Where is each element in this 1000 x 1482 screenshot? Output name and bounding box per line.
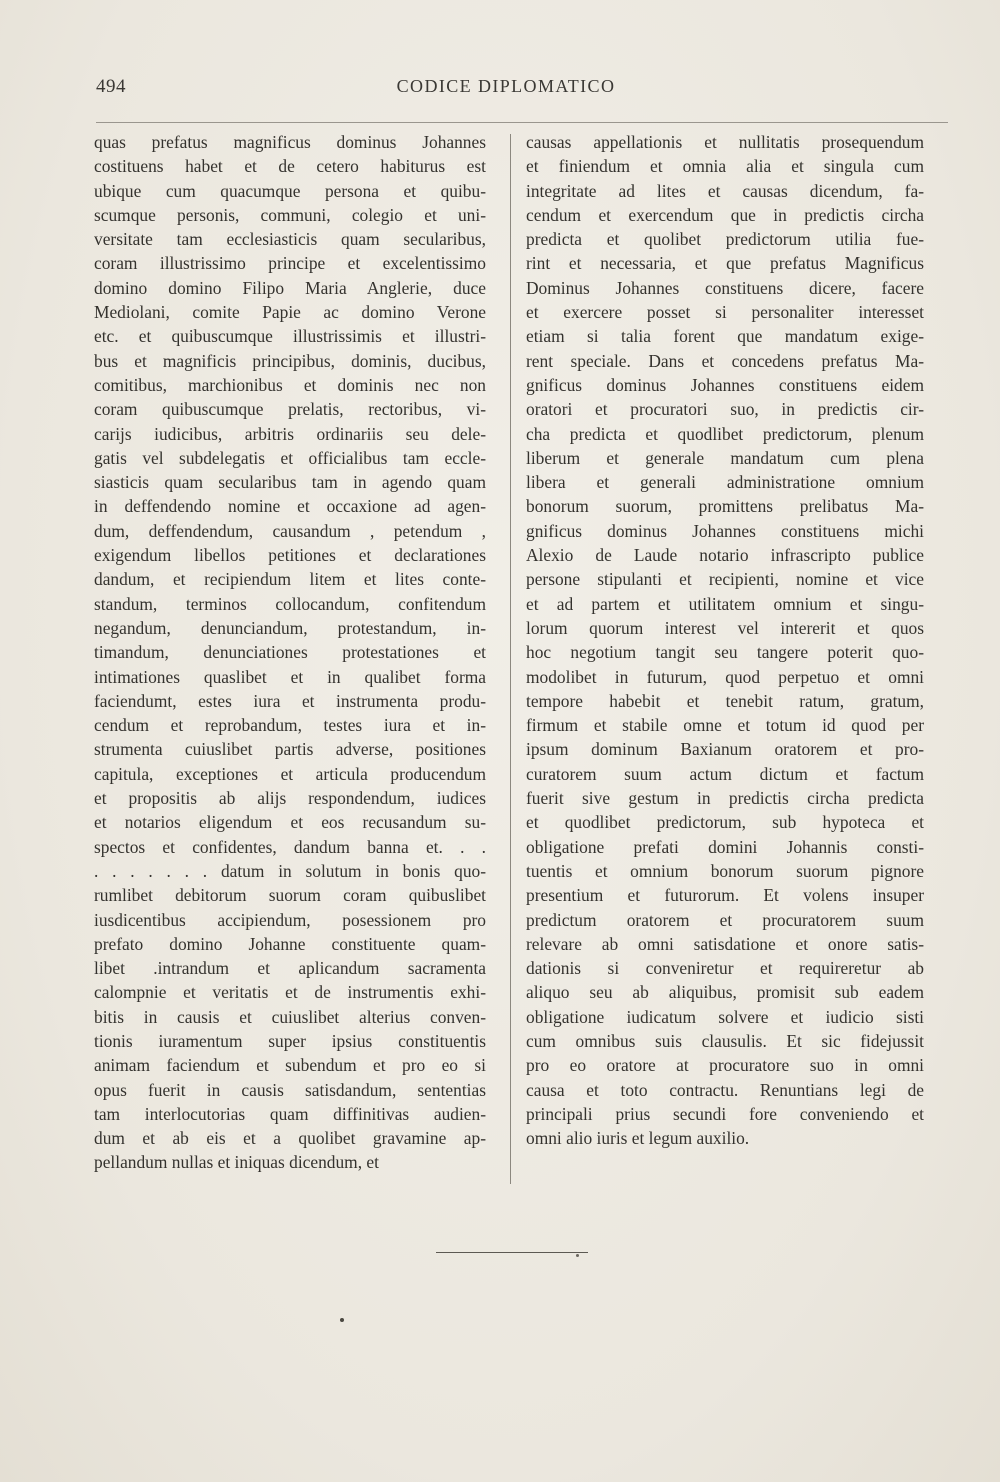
text-line: firmum et stabile omne et totum id quod per [526, 715, 924, 736]
text-line: etc. et quibuscumque illustrissimis et illustri- [94, 326, 486, 347]
text-line: et quodlibet predictorum, sub hypoteca et [526, 812, 924, 833]
text-line: principali prius secundi fore conveniendo et [526, 1103, 924, 1124]
text-line: comitibus, marchionibus et dominis nec non [94, 374, 486, 395]
text-line: Alexio de Laude notario infrascripto publice [526, 545, 924, 566]
text-line: calompnie et veritatis et de instrumentis exhi- [94, 982, 486, 1003]
text-line: etiam si talia forent que mandatum exige- [526, 326, 924, 347]
text-line: omni alio iuris et legum auxilio. [526, 1128, 750, 1149]
text-line: dum, deffendendum, causandum , petendum , [94, 520, 486, 541]
text-line: versitate tam ecclesiasticis quam secularibus, [94, 229, 486, 250]
text-line: gnificus dominus Johannes constituens eidem [526, 374, 924, 395]
ornament-dot [576, 1254, 579, 1257]
text-line: fuerit sive gestum in predictis circha predicta [526, 788, 924, 809]
text-line: et propositis ab alijs respondendum, iudices [94, 788, 486, 809]
text-line: rint et necessaria, et que prefatus Magnificus [526, 253, 924, 274]
text-line: et finiendum et omnia alia et singula cum [526, 156, 924, 177]
text-line: predictum oratorem et procuratorem suum [526, 909, 924, 930]
text-line: exigendum libellos petitiones et declarationes [94, 545, 486, 566]
text-line: relevare ab omni satisdatione et onore satis- [526, 933, 924, 954]
text-line: scumque personis, communi, colegio et uni- [94, 204, 486, 225]
text-line: oratori et procuratori suo, in predictis cir- [526, 399, 924, 420]
text-line: tempore habebit et tenebit ratum, gratum, [526, 690, 924, 711]
text-line: predicta et quolibet predictorum utilia fue- [526, 229, 924, 250]
text-line: gnificus dominus Johannes constituens michi [526, 520, 924, 541]
text-line: cendum et reprobandum, testes iura et in- [94, 715, 486, 736]
left-text-column [94, 130, 486, 1175]
text-line: standum, terminos collocandum, confitendum [94, 593, 486, 614]
header-rule [96, 122, 948, 123]
text-line: costituens habet et de cetero habiturus est [94, 156, 486, 177]
text-line: tuentis et omnium bonorum suorum pignore [526, 860, 924, 881]
text-line: negandum, denunciandum, protestandum, in- [94, 617, 486, 638]
text-line: siasticis quam secularibus tam in agendo quam [94, 472, 486, 493]
text-line: coram illustrissimo principe et excelentissimo [94, 253, 486, 274]
text-line: presentium et futurorum. Et volens insuper [526, 885, 924, 906]
text-line: Dominus Johannes constituens dicere, facere [526, 277, 924, 298]
text-line: ipsum dominum Baxianum oratorem et pro- [526, 739, 924, 760]
text-line: et notarios eligendum et eos recusandum su- [94, 812, 486, 833]
text-line: coram quibuscumque prelatis, rectoribus, vi- [94, 399, 486, 420]
text-line: in deffendendo nomine et occaxione ad agen- [94, 496, 486, 517]
text-line: causa et toto contractu. Renuntians legi de [526, 1079, 924, 1100]
page-header [96, 76, 916, 106]
text-line: faciendumt, estes iura et instrumenta produ- [94, 690, 486, 711]
text-line: rumlibet debitorum suorum coram quibuslibet [94, 885, 486, 906]
text-line: spectos et confidentes, dandum banna et. . . [94, 836, 486, 857]
text-line: curatorem suum actum dictum et factum [526, 763, 924, 784]
text-line: modolibet in futurum, quod perpetuo et omni [526, 666, 924, 687]
running-title: CODICE DIPLOMATICO [396, 76, 616, 96]
column-divider [510, 134, 511, 1184]
text-line: obligatione iudicatum solvere et iudicio sisti [526, 1006, 924, 1027]
text-line: timandum, denunciationes protestationes et [94, 642, 486, 663]
text-line: cendum et exercendum que in predictis circha [526, 204, 924, 225]
text-line: integritate ad lites et causas dicendum, fa- [526, 180, 924, 201]
text-line: dandum, et recipiendum litem et lites conte- [94, 569, 486, 590]
closing-rule [436, 1252, 588, 1253]
text-line: carijs iudicibus, arbitris ordinariis seu dele- [94, 423, 486, 444]
text-line: pellandum nullas et iniquas dicendum, et [94, 1152, 379, 1173]
text-line: animam faciendum et subendum et pro eo si [94, 1055, 486, 1076]
text-line: quas prefatus magnificus dominus Johannes [94, 132, 486, 152]
text-line: cha predicta et quodlibet predictorum, plenum [526, 423, 924, 444]
text-line: strumenta cuiuslibet partis adverse, positiones [94, 739, 486, 760]
text-line: et ad partem et utilitatem omnium et singu- [526, 593, 924, 614]
text-line: ubique cum quacumque persona et quibu- [94, 180, 486, 201]
text-line: dum et ab eis et a quolibet gravamine ap- [94, 1128, 486, 1149]
text-line: aliquo seu ab aliquibus, promisit sub eadem [526, 982, 924, 1003]
text-line: et exercere posset si personaliter interesset [526, 302, 924, 323]
text-line: causas appellationis et nullitatis prosequendum [526, 132, 924, 152]
text-line: tam interlocutorias quam diffinitivas audien- [94, 1103, 486, 1124]
text-line: dationis si conveniretur et requireretur ab [526, 958, 924, 979]
text-line: capitula, exceptiones et articula producendum [94, 763, 486, 784]
text-line: libet .intrandum et aplicandum sacramenta [94, 958, 486, 979]
text-line: cum omnibus suis clausulis. Et sic fidejussit [526, 1030, 924, 1051]
text-line: hoc negotium tangit seu tangere poterit quo- [526, 642, 924, 663]
text-line: rent speciale. Dans et concedens prefatus Ma- [526, 350, 924, 371]
text-line: gatis vel subdelegatis et officialibus tam eccle- [94, 447, 486, 468]
text-line: lorum quorum interest vel intererit et quos [526, 617, 924, 638]
text-line: Mediolani, comite Papie ac domino Verone [94, 302, 486, 323]
text-line: . . . . . . . datum in solutum in bonis quo- [94, 860, 486, 881]
text-line: prefato domino Johanne constituente quam- [94, 933, 486, 954]
text-line: iusdicentibus accipiendum, posessionem pro [94, 909, 486, 930]
page-number: 494 [96, 76, 126, 97]
text-line: intimationes quaslibet et in qualibet forma [94, 666, 486, 687]
text-line: bonorum suorum, promittens prelibatus Ma- [526, 496, 924, 517]
text-line: obligatione prefati domini Johannis consti- [526, 836, 924, 857]
text-line: pro eo oratore at procuratore suo in omni [526, 1055, 924, 1076]
ornament-dot [340, 1318, 344, 1322]
right-text-column [526, 130, 924, 1150]
text-line: domino domino Filipo Maria Anglerie, duce [94, 277, 486, 298]
text-line: bus et magnificis principibus, dominis, ducibus, [94, 350, 486, 371]
text-line: opus fuerit in causis satisdandum, sententias [94, 1079, 486, 1100]
text-line: liberum et generale mandatum cum plena [526, 447, 924, 468]
text-line: persone stipulanti et recipienti, nomine et vice [526, 569, 924, 590]
text-line: tionis iuramentum super ipsius constituentis [94, 1030, 486, 1051]
text-line: bitis in causis et cuiuslibet alterius conven- [94, 1006, 486, 1027]
text-line: libera et generali administratione omnium [526, 472, 924, 493]
